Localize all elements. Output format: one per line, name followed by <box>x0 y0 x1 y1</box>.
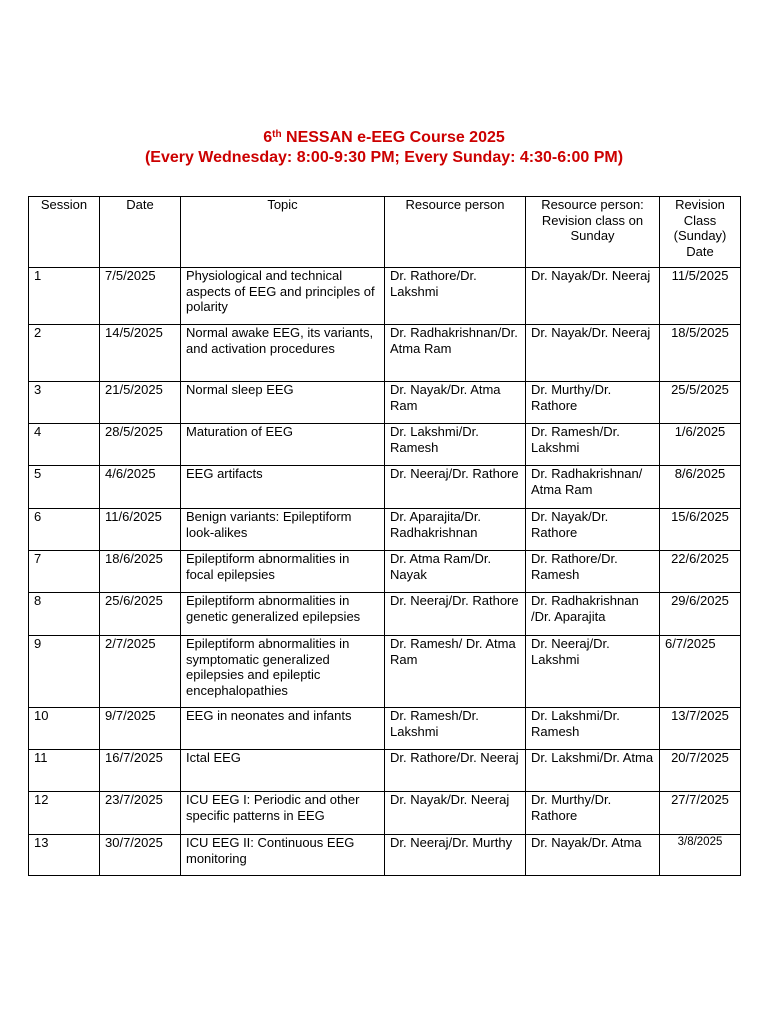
table-row <box>29 382 741 424</box>
cell-date: 18/6/2025 <box>100 551 181 593</box>
cell-date: 7/5/2025 <box>100 268 181 325</box>
cell-session: 8 <box>29 593 100 636</box>
header-resource-person: Resource person <box>385 197 526 268</box>
cell-topic: Epileptiform abnormalities in symptomatic generalized epilepsies and epileptic encephalopathies <box>181 636 385 708</box>
cell-resource-person: Dr. Ramesh/ Dr. Atma Ram <box>385 636 526 708</box>
cell-date: 16/7/2025 <box>100 750 181 792</box>
cell-resource-person: Dr. Rathore/Dr. Neeraj <box>385 750 526 792</box>
cell-revision-date: 13/7/2025 <box>660 708 741 750</box>
cell-topic: Benign variants: Epileptiform look-alikes <box>181 509 385 551</box>
cell-session: 11 <box>29 750 100 792</box>
cell-revision-date: 1/6/2025 <box>660 424 741 466</box>
cell-resource-person: Dr. Ramesh/Dr. Lakshmi <box>385 708 526 750</box>
cell-topic: EEG in neonates and infants <box>181 708 385 750</box>
cell-resource-person: Dr. Nayak/Dr. Neeraj <box>385 792 526 835</box>
cell-resource-person: Dr. Lakshmi/Dr. Ramesh <box>385 424 526 466</box>
cell-session: 4 <box>29 424 100 466</box>
table-row <box>29 835 741 876</box>
table-row <box>29 509 741 551</box>
cell-revision-person: Dr. Nayak/Dr. Neeraj <box>526 268 660 325</box>
table-row <box>29 424 741 466</box>
cell-revision-date: 11/5/2025 <box>660 268 741 325</box>
cell-resource-person: Dr. Neeraj/Dr. Rathore <box>385 466 526 509</box>
cell-revision-date: 3/8/2025 <box>660 835 741 876</box>
cell-revision-person: Dr. Ramesh/Dr. Lakshmi <box>526 424 660 466</box>
cell-date: 4/6/2025 <box>100 466 181 509</box>
cell-revision-person: Dr. Murthy/Dr. Rathore <box>526 382 660 424</box>
cell-revision-date: 15/6/2025 <box>660 509 741 551</box>
cell-session: 12 <box>29 792 100 835</box>
page-subtitle: (Every Wednesday: 8:00-9:30 PM; Every Sunday: 4:30-6:00 PM) <box>144 149 624 166</box>
cell-date: 30/7/2025 <box>100 835 181 876</box>
cell-revision-date: 29/6/2025 <box>660 593 741 636</box>
cell-revision-date: 6/7/2025 <box>660 636 741 708</box>
cell-revision-date: 8/6/2025 <box>660 466 741 509</box>
cell-date: 14/5/2025 <box>100 325 181 382</box>
cell-revision-date: 27/7/2025 <box>660 792 741 835</box>
cell-session: 7 <box>29 551 100 593</box>
table-row <box>29 551 741 593</box>
title-text: NESSAN e-EEG Course 2025 <box>281 129 505 146</box>
table-row <box>29 708 741 750</box>
table-row <box>29 636 741 708</box>
cell-date: 2/7/2025 <box>100 636 181 708</box>
cell-topic: EEG artifacts <box>181 466 385 509</box>
cell-revision-date: 25/5/2025 <box>660 382 741 424</box>
cell-revision-person: Dr. Radhakrishnan /Dr. Aparajita <box>526 593 660 636</box>
cell-revision-person: Dr. Murthy/Dr. Rathore <box>526 792 660 835</box>
cell-session: 13 <box>29 835 100 876</box>
cell-revision-date: 20/7/2025 <box>660 750 741 792</box>
cell-topic: Epileptiform abnormalities in genetic generalized epilepsies <box>181 593 385 636</box>
cell-revision-person: Dr. Rathore/Dr. Ramesh <box>526 551 660 593</box>
cell-session: 6 <box>29 509 100 551</box>
cell-revision-person: Dr. Lakshmi/Dr. Ramesh <box>526 708 660 750</box>
schedule-table <box>28 196 741 876</box>
cell-resource-person: Dr. Rathore/Dr. Lakshmi <box>385 268 526 325</box>
page-title <box>0 128 768 147</box>
cell-resource-person: Dr. Radhakrishnan/Dr. Atma Ram <box>385 325 526 382</box>
cell-revision-date: 18/5/2025 <box>660 325 741 382</box>
cell-resource-person: Dr. Atma Ram/Dr. Nayak <box>385 551 526 593</box>
cell-topic: ICU EEG II: Continuous EEG monitoring <box>181 835 385 876</box>
cell-session: 5 <box>29 466 100 509</box>
cell-date: 11/6/2025 <box>100 509 181 551</box>
cell-session: 2 <box>29 325 100 382</box>
header-date: Date <box>100 197 181 268</box>
cell-date: 28/5/2025 <box>100 424 181 466</box>
header-revision-date: Revision Class (Sunday) Date <box>660 197 741 268</box>
cell-date: 25/6/2025 <box>100 593 181 636</box>
cell-resource-person: Dr. Aparajita/Dr. Radhakrishnan <box>385 509 526 551</box>
table-row <box>29 792 741 835</box>
cell-session: 1 <box>29 268 100 325</box>
cell-revision-person: Dr. Nayak/Dr. Atma <box>526 835 660 876</box>
cell-resource-person: Dr. Neeraj/Dr. Murthy <box>385 835 526 876</box>
cell-resource-person: Dr. Neeraj/Dr. Rathore <box>385 593 526 636</box>
table-row <box>29 593 741 636</box>
cell-revision-date: 22/6/2025 <box>660 551 741 593</box>
cell-topic: Epileptiform abnormalities in focal epilepsies <box>181 551 385 593</box>
cell-session: 10 <box>29 708 100 750</box>
table-row <box>29 325 741 382</box>
cell-revision-person: Dr. Lakshmi/Dr. Atma <box>526 750 660 792</box>
cell-date: 9/7/2025 <box>100 708 181 750</box>
cell-revision-person: Dr. Nayak/Dr. Rathore <box>526 509 660 551</box>
title-ordinal-suffix: th <box>272 129 282 140</box>
cell-topic: ICU EEG I: Periodic and other specific patterns in EEG <box>181 792 385 835</box>
table-row <box>29 750 741 792</box>
cell-topic: Normal sleep EEG <box>181 382 385 424</box>
header-session: Session <box>29 197 100 268</box>
cell-revision-person: Dr. Nayak/Dr. Neeraj <box>526 325 660 382</box>
cell-topic: Physiological and technical aspects of EEG and principles of polarity <box>181 268 385 325</box>
cell-session: 3 <box>29 382 100 424</box>
cell-session: 9 <box>29 636 100 708</box>
cell-revision-person: Dr. Neeraj/Dr. Lakshmi <box>526 636 660 708</box>
table-row <box>29 268 741 325</box>
cell-topic: Normal awake EEG, its variants, and activation procedures <box>181 325 385 382</box>
cell-date: 21/5/2025 <box>100 382 181 424</box>
title-ordinal-number: 6 <box>263 129 273 146</box>
cell-topic: Ictal EEG <box>181 750 385 792</box>
table-row <box>29 466 741 509</box>
cell-topic: Maturation of EEG <box>181 424 385 466</box>
cell-revision-person: Dr. Radhakrishnan/ Atma Ram <box>526 466 660 509</box>
header-topic: Topic <box>181 197 385 268</box>
table-header-row <box>29 197 741 268</box>
header-revision-person: Resource person: Revision class on Sunday <box>526 197 660 268</box>
cell-resource-person: Dr. Nayak/Dr. Atma Ram <box>385 382 526 424</box>
cell-date: 23/7/2025 <box>100 792 181 835</box>
